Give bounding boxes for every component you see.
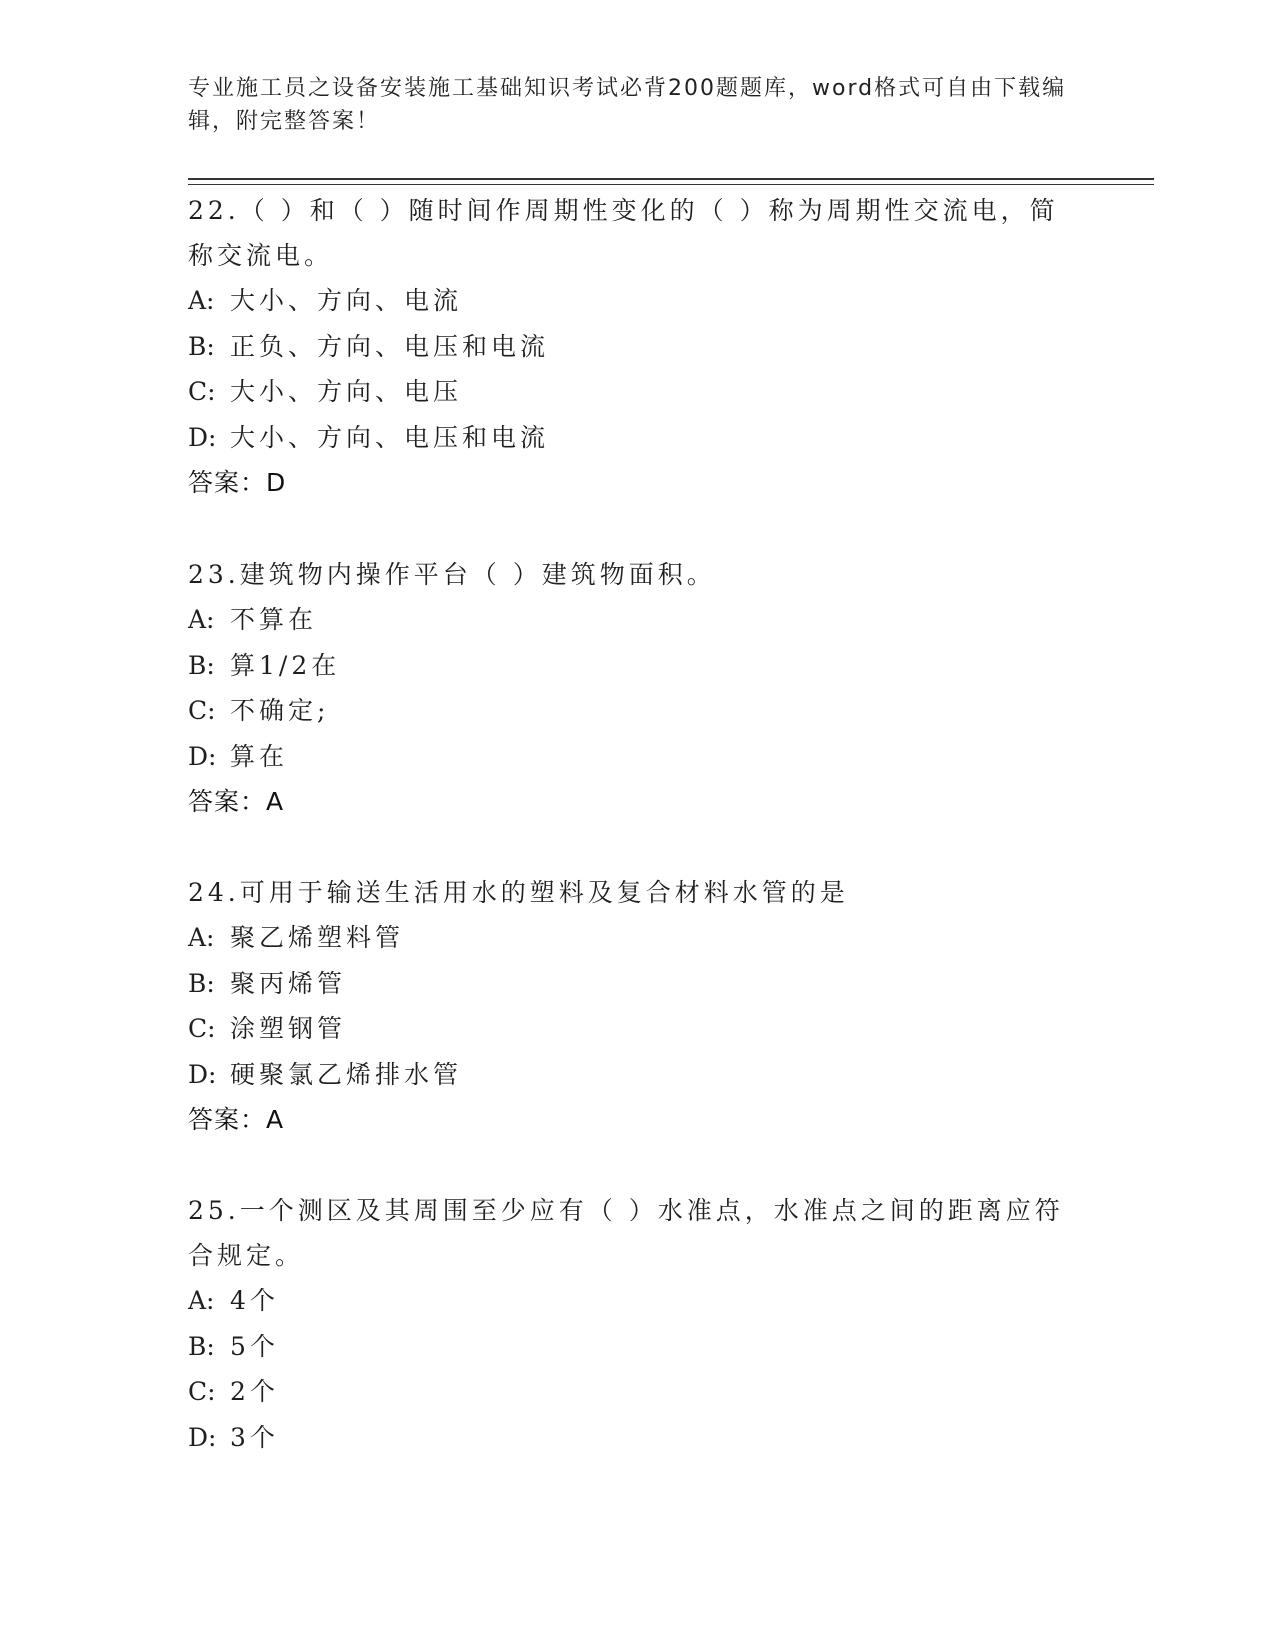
option-letter: A:	[188, 605, 215, 634]
option-b	[188, 1324, 1068, 1370]
question-stem: 23.建筑物内操作平台（ ）建筑物面积。	[188, 560, 716, 589]
option-text: 不算在	[230, 605, 318, 634]
option-d	[188, 734, 1068, 780]
option-c	[188, 1369, 1068, 1415]
question-22	[188, 188, 1068, 505]
option-text: 不确定;	[230, 696, 330, 725]
option-text: 5个	[230, 1331, 279, 1361]
option-text: 大小、方向、电压和电流	[230, 422, 550, 452]
option-text: 2个	[230, 1377, 279, 1406]
option-text: 大小、方向、电流	[230, 286, 463, 315]
option-letter: B:	[188, 1331, 215, 1361]
option-text: 涂塑钢管	[230, 1014, 347, 1043]
option-d	[188, 1415, 1068, 1461]
header-divider-thick	[188, 178, 1154, 180]
option-text: 算在	[230, 741, 289, 771]
option-letter: A:	[188, 923, 215, 952]
option-b	[188, 324, 1068, 370]
option-letter: D:	[188, 422, 217, 452]
option-letter: C:	[188, 377, 216, 406]
option-a	[188, 915, 1068, 961]
question-25	[188, 1188, 1068, 1460]
answer-label: 答案：A	[188, 1105, 285, 1134]
question-24	[188, 870, 1068, 1142]
option-letter: A:	[188, 286, 215, 315]
question-stem: 22.（ ）和（ ）随时间作周期性变化的（ ）称为周期性交流电，简称交流电。	[188, 196, 1059, 270]
option-letter: D:	[188, 741, 217, 771]
option-a	[188, 597, 1068, 643]
option-b	[188, 961, 1068, 1007]
option-a	[188, 278, 1068, 324]
option-letter: B:	[188, 331, 215, 361]
answer-label: 答案：A	[188, 787, 285, 816]
header-divider-thin	[188, 184, 1154, 185]
option-c	[188, 369, 1068, 415]
option-text: 正负、方向、电压和电流	[230, 331, 550, 361]
option-a	[188, 1278, 1068, 1324]
option-letter: B:	[188, 650, 215, 680]
answer-label: 答案：D	[188, 468, 287, 497]
option-d	[188, 415, 1068, 461]
option-letter: C:	[188, 1377, 216, 1406]
option-text: 算1/2在	[230, 650, 341, 680]
option-letter: C:	[188, 696, 216, 725]
option-text: 聚丙烯管	[230, 968, 347, 998]
option-b	[188, 643, 1068, 689]
document-header: 专业施工员之设备安装施工基础知识考试必背200题题库，word格式可自由下载编辑，附完整答案！	[188, 76, 1067, 134]
option-text: 4个	[230, 1286, 279, 1315]
option-c	[188, 1006, 1068, 1052]
question-stem: 24.可用于输送生活用水的塑料及复合材料水管的是	[188, 878, 849, 907]
option-text: 聚乙烯塑料管	[230, 923, 405, 952]
option-letter: C:	[188, 1014, 216, 1043]
option-text: 硬聚氯乙烯排水管	[230, 1059, 463, 1089]
question-23	[188, 552, 1068, 824]
option-letter: A:	[188, 1286, 215, 1315]
option-letter: D:	[188, 1059, 217, 1089]
option-text: 3个	[230, 1422, 279, 1452]
option-letter: D:	[188, 1422, 217, 1452]
option-text: 大小、方向、电压	[230, 377, 463, 406]
option-c	[188, 688, 1068, 734]
option-d	[188, 1052, 1068, 1098]
question-stem: 25.一个测区及其周围至少应有（ ）水准点，水准点之间的距离应符合规定。	[188, 1196, 1064, 1270]
option-letter: B:	[188, 968, 215, 998]
